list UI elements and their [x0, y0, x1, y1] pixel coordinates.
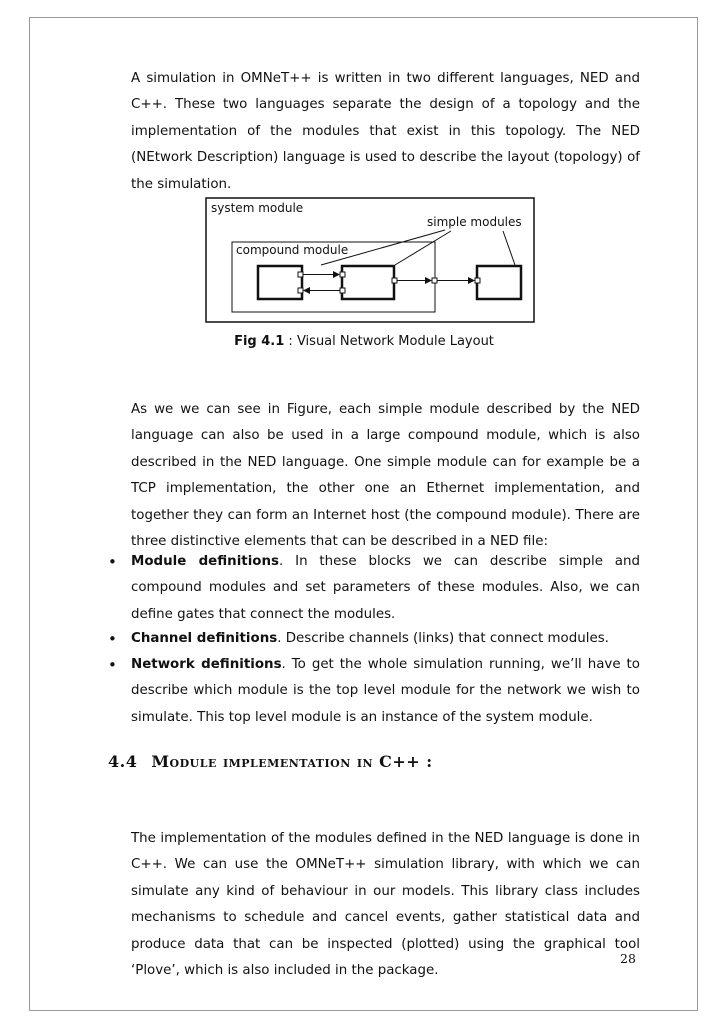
gate: [475, 278, 480, 283]
bullet-icon: •: [108, 656, 117, 674]
compound-module-label: compound module: [236, 243, 349, 257]
simple-module-1: [258, 266, 302, 299]
section-body-paragraph: The implementation of the modules defined in the NED language is done in C++. We can use the OMNeT++ simulation library, with which we can simulate any kind of behaviour in our models. This library class includes mechanisms to schedule and cancel events, gather statistical data and produce data that can be inspected (plotted) using the graphical tool ‘Plove’, which is also included in the package.: [131, 831, 640, 979]
section-number: 4.4: [108, 752, 138, 771]
caption-label: Fig 4.1: [234, 334, 285, 349]
bullet-term: Network definitions: [131, 657, 282, 672]
list-item: [108, 549, 640, 628]
intro-paragraph: A simulation in OMNeT++ is written in two different languages, NED and C++. These two languages separate the design of a topology and the implementation of the modules that exist in this topology. The NED (NEtwork Description) language is used to describe the layout (topology) of the simulation.: [131, 71, 640, 192]
bullet-text: . To get the whole simulation running, we’ll have to describe which module is the top level module for the network we wish to simulate. This top level module is an instance of the system module.: [131, 657, 640, 725]
caption-separator: :: [284, 334, 297, 349]
gate: [392, 278, 397, 283]
bullet-text: . In these blocks we can describe simple and compound modules and set parameters of these modules. Also, we can define gates that connect the modules.: [131, 554, 640, 622]
network-module-figure: [205, 195, 536, 325]
section-title: Module implementation in C++ :: [151, 752, 433, 771]
bullet-text: . Describe channels (links) that connect modules.: [277, 631, 609, 646]
figure-discussion-paragraph: As we we can see in Figure, each simple module described by the NED language can also be used in a large compound module, which is also described in the NED language. One simple module can for example be a TCP implementation, the other one an Ethernet implementation, and together they can form an Internet host (the compound module). There are three distinctive elements that can be described in a NED file:: [131, 402, 640, 550]
gate: [340, 272, 345, 277]
simple-module-2: [342, 266, 394, 299]
simple-modules-label: simple modules: [427, 215, 522, 229]
gate: [432, 278, 437, 283]
caption-text: Visual Network Module Layout: [296, 334, 494, 349]
bullet-term: Module definitions: [131, 554, 279, 569]
list-item: [108, 626, 640, 652]
simple-module-3: [477, 266, 521, 299]
page-number: 28: [620, 951, 636, 966]
gate: [340, 288, 345, 293]
figure-caption: [0, 334, 728, 349]
bullet-icon: •: [108, 553, 117, 571]
system-module-label: system module: [211, 201, 304, 215]
gate: [298, 272, 303, 277]
bullet-term: Channel definitions: [131, 631, 278, 646]
label-pointer: [503, 231, 515, 265]
list-item: [108, 652, 640, 731]
bullet-icon: •: [108, 630, 117, 648]
section-heading: [108, 752, 433, 771]
gate: [298, 288, 303, 293]
